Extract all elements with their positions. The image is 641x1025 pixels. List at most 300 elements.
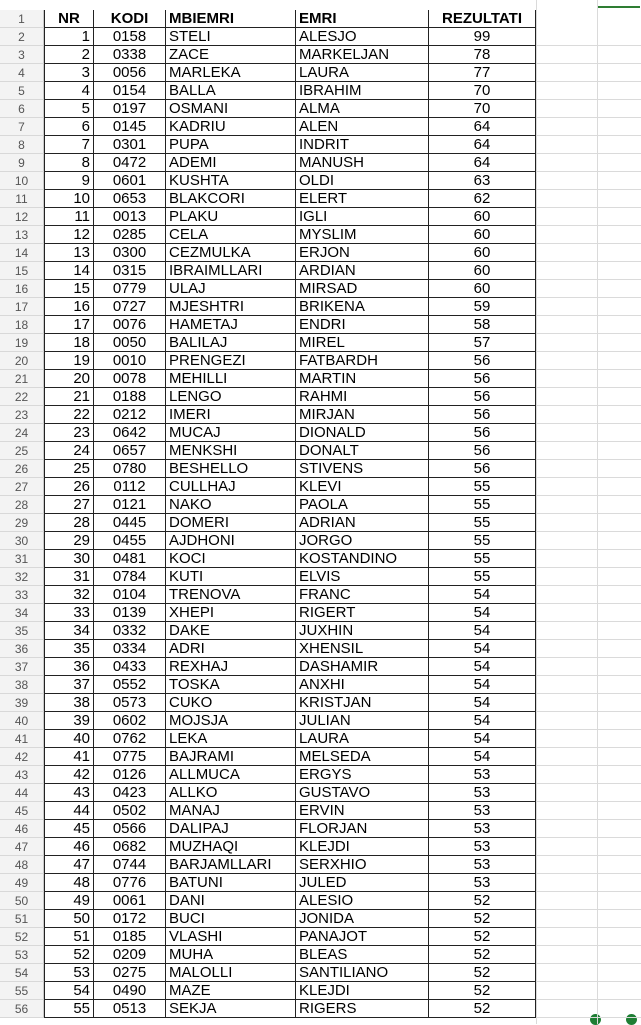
cell-emri[interactable]: INDRIT [296, 136, 429, 154]
row-header[interactable]: 37 [0, 658, 44, 676]
row-header[interactable]: 54 [0, 964, 44, 982]
cell-mbiemri[interactable]: MENKSHI [166, 442, 296, 460]
cell-nr[interactable]: 35 [44, 640, 94, 658]
cell-emri[interactable]: XHENSIL [296, 640, 429, 658]
cell-mbiemri[interactable]: ULAJ [166, 280, 296, 298]
cell-kodi[interactable]: 0784 [94, 568, 166, 586]
cell-emri[interactable]: GUSTAVO [296, 784, 429, 802]
cell-nr[interactable]: 20 [44, 370, 94, 388]
cell-emri[interactable]: ERJON [296, 244, 429, 262]
cell-rezultati[interactable]: 77 [429, 64, 536, 82]
row-header[interactable]: 18 [0, 316, 44, 334]
row-header[interactable]: 5 [0, 82, 44, 100]
cell-kodi[interactable]: 0502 [94, 802, 166, 820]
cell-emri[interactable]: KLEVI [296, 478, 429, 496]
cell-kodi[interactable]: 0682 [94, 838, 166, 856]
cell-mbiemri[interactable]: MJESHTRI [166, 298, 296, 316]
cell-rezultati[interactable]: 56 [429, 352, 536, 370]
cell-nr[interactable]: 13 [44, 244, 94, 262]
cell-kodi[interactable]: 0744 [94, 856, 166, 874]
cell-kodi[interactable]: 0126 [94, 766, 166, 784]
row-header[interactable]: 2 [0, 28, 44, 46]
cell-emri[interactable]: DASHAMIR [296, 658, 429, 676]
cell-emri[interactable]: MYSLIM [296, 226, 429, 244]
cell-kodi[interactable]: 0653 [94, 190, 166, 208]
cell-nr[interactable]: 4 [44, 82, 94, 100]
cell-kodi[interactable]: 0315 [94, 262, 166, 280]
cell-emri[interactable]: JULIAN [296, 712, 429, 730]
row-header[interactable]: 7 [0, 118, 44, 136]
row-header[interactable]: 50 [0, 892, 44, 910]
row-header[interactable]: 29 [0, 514, 44, 532]
row-header[interactable]: 21 [0, 370, 44, 388]
cell-rezultati[interactable]: 55 [429, 496, 536, 514]
cell-mbiemri[interactable]: TOSKA [166, 676, 296, 694]
row-header[interactable]: 55 [0, 982, 44, 1000]
cell-emri[interactable]: SANTILIANO [296, 964, 429, 982]
cell-mbiemri[interactable]: IBRAIMLLARI [166, 262, 296, 280]
cell-emri[interactable]: FATBARDH [296, 352, 429, 370]
cell-nr[interactable]: 44 [44, 802, 94, 820]
row-header[interactable]: 49 [0, 874, 44, 892]
cell-emri[interactable]: MANUSH [296, 154, 429, 172]
cell-emri[interactable]: MIREL [296, 334, 429, 352]
cell-rezultati[interactable]: 54 [429, 640, 536, 658]
cell-kodi[interactable]: 0121 [94, 496, 166, 514]
cell-nr[interactable]: 8 [44, 154, 94, 172]
cell-nr[interactable]: 51 [44, 928, 94, 946]
cell-rezultati[interactable]: 59 [429, 298, 536, 316]
row-header[interactable]: 9 [0, 154, 44, 172]
cell-mbiemri[interactable]: ZACE [166, 46, 296, 64]
cell-mbiemri[interactable]: CELA [166, 226, 296, 244]
cell-nr[interactable]: 10 [44, 190, 94, 208]
cell-mbiemri[interactable]: ALLKO [166, 784, 296, 802]
row-header[interactable]: 12 [0, 208, 44, 226]
cell-emri[interactable]: JUXHIN [296, 622, 429, 640]
cell-rezultati[interactable]: 58 [429, 316, 536, 334]
cell-rezultati[interactable]: 57 [429, 334, 536, 352]
cell-mbiemri[interactable]: KUTI [166, 568, 296, 586]
cell-rezultati[interactable]: 60 [429, 226, 536, 244]
cell-mbiemri[interactable]: PRENGEZI [166, 352, 296, 370]
cell-kodi[interactable]: 0285 [94, 226, 166, 244]
cell-nr[interactable]: 25 [44, 460, 94, 478]
cell-nr[interactable]: 48 [44, 874, 94, 892]
cell-nr[interactable]: 2 [44, 46, 94, 64]
cell-emri[interactable]: JONIDA [296, 910, 429, 928]
cell-emri[interactable]: ADRIAN [296, 514, 429, 532]
cell-emri[interactable]: SERXHIO [296, 856, 429, 874]
cell-rezultati[interactable]: 78 [429, 46, 536, 64]
header-rezultati[interactable]: REZULTATI [429, 10, 536, 28]
cell-nr[interactable]: 43 [44, 784, 94, 802]
cell-emri[interactable]: RIGERS [296, 1000, 429, 1018]
cell-nr[interactable]: 52 [44, 946, 94, 964]
cell-kodi[interactable]: 0139 [94, 604, 166, 622]
cell-nr[interactable]: 36 [44, 658, 94, 676]
cell-rezultati[interactable]: 52 [429, 964, 536, 982]
cell-nr[interactable]: 31 [44, 568, 94, 586]
cell-mbiemri[interactable]: BAJRAMI [166, 748, 296, 766]
cell-nr[interactable]: 16 [44, 298, 94, 316]
cell-emri[interactable]: JORGO [296, 532, 429, 550]
row-header[interactable]: 14 [0, 244, 44, 262]
cell-kodi[interactable]: 0445 [94, 514, 166, 532]
cell-nr[interactable]: 53 [44, 964, 94, 982]
cell-mbiemri[interactable]: LEKA [166, 730, 296, 748]
cell-nr[interactable]: 40 [44, 730, 94, 748]
cell-rezultati[interactable]: 54 [429, 748, 536, 766]
cell-nr[interactable]: 23 [44, 424, 94, 442]
cell-kodi[interactable]: 0185 [94, 928, 166, 946]
cell-rezultati[interactable]: 60 [429, 208, 536, 226]
cell-nr[interactable]: 39 [44, 712, 94, 730]
row-header[interactable]: 28 [0, 496, 44, 514]
cell-mbiemri[interactable]: CULLHAJ [166, 478, 296, 496]
row-header[interactable]: 3 [0, 46, 44, 64]
cell-emri[interactable]: DONALT [296, 442, 429, 460]
cell-rezultati[interactable]: 64 [429, 154, 536, 172]
cell-rezultati[interactable]: 54 [429, 676, 536, 694]
cell-rezultati[interactable]: 54 [429, 586, 536, 604]
cell-kodi[interactable]: 0775 [94, 748, 166, 766]
cell-rezultati[interactable]: 56 [429, 442, 536, 460]
cell-nr[interactable]: 9 [44, 172, 94, 190]
cell-nr[interactable]: 30 [44, 550, 94, 568]
cell-mbiemri[interactable]: HAMETAJ [166, 316, 296, 334]
cell-emri[interactable]: IGLI [296, 208, 429, 226]
row-header[interactable]: 52 [0, 928, 44, 946]
cell-mbiemri[interactable]: KUSHTA [166, 172, 296, 190]
row-header[interactable]: 22 [0, 388, 44, 406]
row-header[interactable]: 11 [0, 190, 44, 208]
cell-kodi[interactable]: 0727 [94, 298, 166, 316]
cell-rezultati[interactable]: 54 [429, 694, 536, 712]
row-header[interactable]: 10 [0, 172, 44, 190]
row-header[interactable]: 23 [0, 406, 44, 424]
selection-handle-right[interactable] [626, 1014, 637, 1025]
cell-mbiemri[interactable]: MUHA [166, 946, 296, 964]
cell-rezultati[interactable]: 55 [429, 514, 536, 532]
row-header[interactable]: 42 [0, 748, 44, 766]
cell-kodi[interactable]: 0209 [94, 946, 166, 964]
row-header[interactable]: 43 [0, 766, 44, 784]
row-header[interactable]: 34 [0, 604, 44, 622]
cell-kodi[interactable]: 0779 [94, 280, 166, 298]
cell-emri[interactable]: PAOLA [296, 496, 429, 514]
cell-rezultati[interactable]: 55 [429, 568, 536, 586]
cell-mbiemri[interactable]: NAKO [166, 496, 296, 514]
cell-nr[interactable]: 41 [44, 748, 94, 766]
row-header[interactable]: 36 [0, 640, 44, 658]
cell-nr[interactable]: 1 [44, 28, 94, 46]
cell-rezultati[interactable]: 52 [429, 946, 536, 964]
row-header[interactable]: 33 [0, 586, 44, 604]
cell-nr[interactable]: 32 [44, 586, 94, 604]
cell-rezultati[interactable]: 53 [429, 856, 536, 874]
cell-kodi[interactable]: 0112 [94, 478, 166, 496]
cell-mbiemri[interactable]: ADEMI [166, 154, 296, 172]
cell-emri[interactable]: JULED [296, 874, 429, 892]
cell-mbiemri[interactable]: PLAKU [166, 208, 296, 226]
cell-kodi[interactable]: 0762 [94, 730, 166, 748]
cell-mbiemri[interactable]: ADRI [166, 640, 296, 658]
cell-nr[interactable]: 21 [44, 388, 94, 406]
cell-emri[interactable]: MARKELJAN [296, 46, 429, 64]
cell-kodi[interactable]: 0780 [94, 460, 166, 478]
header-emri[interactable]: EMRI [296, 10, 429, 28]
cell-nr[interactable]: 5 [44, 100, 94, 118]
cell-kodi[interactable]: 0301 [94, 136, 166, 154]
cell-nr[interactable]: 42 [44, 766, 94, 784]
cell-kodi[interactable]: 0013 [94, 208, 166, 226]
cell-rezultati[interactable]: 56 [429, 460, 536, 478]
cell-nr[interactable]: 38 [44, 694, 94, 712]
cell-mbiemri[interactable]: BALILAJ [166, 334, 296, 352]
row-header[interactable]: 17 [0, 298, 44, 316]
cell-rezultati[interactable]: 56 [429, 388, 536, 406]
row-header[interactable]: 1 [0, 10, 44, 28]
cell-nr[interactable]: 47 [44, 856, 94, 874]
header-mbiemri[interactable]: MBIEMRI [166, 10, 296, 28]
row-header[interactable]: 40 [0, 712, 44, 730]
cell-kodi[interactable]: 0275 [94, 964, 166, 982]
cell-mbiemri[interactable]: MUCAJ [166, 424, 296, 442]
cell-rezultati[interactable]: 54 [429, 712, 536, 730]
cell-mbiemri[interactable]: LENGO [166, 388, 296, 406]
cell-emri[interactable]: ALMA [296, 100, 429, 118]
row-header[interactable]: 19 [0, 334, 44, 352]
cell-kodi[interactable]: 0423 [94, 784, 166, 802]
cell-rezultati[interactable]: 55 [429, 478, 536, 496]
cell-mbiemri[interactable]: MOJSJA [166, 712, 296, 730]
cell-emri[interactable]: STIVENS [296, 460, 429, 478]
row-header[interactable]: 32 [0, 568, 44, 586]
cell-emri[interactable]: FRANC [296, 586, 429, 604]
cell-rezultati[interactable]: 52 [429, 1000, 536, 1018]
cell-nr[interactable]: 22 [44, 406, 94, 424]
cell-rezultati[interactable]: 54 [429, 658, 536, 676]
cell-kodi[interactable]: 0601 [94, 172, 166, 190]
cell-nr[interactable]: 26 [44, 478, 94, 496]
cell-rezultati[interactable]: 70 [429, 82, 536, 100]
cell-emri[interactable]: MELSEDA [296, 748, 429, 766]
cell-rezultati[interactable]: 60 [429, 262, 536, 280]
row-header[interactable]: 16 [0, 280, 44, 298]
cell-kodi[interactable]: 0188 [94, 388, 166, 406]
cell-emri[interactable]: KOSTANDINO [296, 550, 429, 568]
cell-kodi[interactable]: 0078 [94, 370, 166, 388]
cell-rezultati[interactable]: 70 [429, 100, 536, 118]
cell-mbiemri[interactable]: CEZMULKA [166, 244, 296, 262]
cell-rezultati[interactable]: 52 [429, 892, 536, 910]
cell-emri[interactable]: BRIKENA [296, 298, 429, 316]
cell-rezultati[interactable]: 60 [429, 280, 536, 298]
cell-rezultati[interactable]: 53 [429, 802, 536, 820]
row-header[interactable]: 27 [0, 478, 44, 496]
row-header[interactable]: 47 [0, 838, 44, 856]
cell-nr[interactable]: 34 [44, 622, 94, 640]
cell-rezultati[interactable]: 53 [429, 874, 536, 892]
cell-rezultati[interactable]: 64 [429, 136, 536, 154]
cell-nr[interactable]: 29 [44, 532, 94, 550]
cell-emri[interactable]: ELERT [296, 190, 429, 208]
row-header[interactable]: 8 [0, 136, 44, 154]
cell-kodi[interactable]: 0145 [94, 118, 166, 136]
cell-nr[interactable]: 28 [44, 514, 94, 532]
cell-mbiemri[interactable]: VLASHI [166, 928, 296, 946]
cell-kodi[interactable]: 0573 [94, 694, 166, 712]
row-header[interactable]: 56 [0, 1000, 44, 1018]
cell-emri[interactable]: ALESIO [296, 892, 429, 910]
cell-mbiemri[interactable]: DOMERI [166, 514, 296, 532]
cell-nr[interactable]: 15 [44, 280, 94, 298]
cell-rezultati[interactable]: 54 [429, 604, 536, 622]
selection-handle-left[interactable] [590, 1014, 601, 1025]
cell-emri[interactable]: ANXHI [296, 676, 429, 694]
cell-nr[interactable]: 50 [44, 910, 94, 928]
row-header[interactable]: 53 [0, 946, 44, 964]
cell-emri[interactable]: ERGYS [296, 766, 429, 784]
cell-mbiemri[interactable]: OSMANI [166, 100, 296, 118]
cell-emri[interactable]: ENDRI [296, 316, 429, 334]
row-header[interactable]: 13 [0, 226, 44, 244]
cell-kodi[interactable]: 0050 [94, 334, 166, 352]
cell-mbiemri[interactable]: BESHELLO [166, 460, 296, 478]
cell-emri[interactable]: BLEAS [296, 946, 429, 964]
cell-rezultati[interactable]: 63 [429, 172, 536, 190]
cell-emri[interactable]: ERVIN [296, 802, 429, 820]
cell-kodi[interactable]: 0455 [94, 532, 166, 550]
row-header[interactable]: 44 [0, 784, 44, 802]
cell-kodi[interactable]: 0481 [94, 550, 166, 568]
cell-emri[interactable]: KRISTJAN [296, 694, 429, 712]
cell-emri[interactable]: RIGERT [296, 604, 429, 622]
header-kodi[interactable]: KODI [94, 10, 166, 28]
cell-emri[interactable]: MARTIN [296, 370, 429, 388]
row-header[interactable]: 45 [0, 802, 44, 820]
cell-mbiemri[interactable]: BLAKCORI [166, 190, 296, 208]
cell-emri[interactable]: OLDI [296, 172, 429, 190]
cell-nr[interactable]: 27 [44, 496, 94, 514]
cell-kodi[interactable]: 0490 [94, 982, 166, 1000]
cell-mbiemri[interactable]: CUKO [166, 694, 296, 712]
cell-nr[interactable]: 12 [44, 226, 94, 244]
cell-nr[interactable]: 17 [44, 316, 94, 334]
cell-mbiemri[interactable]: BATUNI [166, 874, 296, 892]
cell-rezultati[interactable]: 99 [429, 28, 536, 46]
cell-nr[interactable]: 11 [44, 208, 94, 226]
cell-mbiemri[interactable]: IMERI [166, 406, 296, 424]
cell-emri[interactable]: ALESJO [296, 28, 429, 46]
row-header[interactable]: 20 [0, 352, 44, 370]
cell-kodi[interactable]: 0433 [94, 658, 166, 676]
cell-emri[interactable]: ARDIAN [296, 262, 429, 280]
cell-emri[interactable]: ALEN [296, 118, 429, 136]
cell-kodi[interactable]: 0642 [94, 424, 166, 442]
cell-mbiemri[interactable]: STELI [166, 28, 296, 46]
cell-mbiemri[interactable]: DANI [166, 892, 296, 910]
cell-nr[interactable]: 49 [44, 892, 94, 910]
row-header[interactable]: 51 [0, 910, 44, 928]
cell-nr[interactable]: 6 [44, 118, 94, 136]
cell-emri[interactable]: KLEJDI [296, 838, 429, 856]
cell-rezultati[interactable]: 56 [429, 424, 536, 442]
cell-nr[interactable]: 55 [44, 1000, 94, 1018]
row-header[interactable]: 30 [0, 532, 44, 550]
cell-emri[interactable]: LAURA [296, 64, 429, 82]
row-header[interactable]: 48 [0, 856, 44, 874]
cell-nr[interactable]: 18 [44, 334, 94, 352]
cell-rezultati[interactable]: 52 [429, 928, 536, 946]
cell-mbiemri[interactable]: MALOLLI [166, 964, 296, 982]
cell-nr[interactable]: 54 [44, 982, 94, 1000]
cell-mbiemri[interactable]: BUCI [166, 910, 296, 928]
cell-rezultati[interactable]: 55 [429, 532, 536, 550]
cell-mbiemri[interactable]: TRENOVA [166, 586, 296, 604]
cell-emri[interactable]: DIONALD [296, 424, 429, 442]
row-header[interactable]: 41 [0, 730, 44, 748]
cell-rezultati[interactable]: 54 [429, 622, 536, 640]
cell-kodi[interactable]: 0657 [94, 442, 166, 460]
cell-emri[interactable]: MIRJAN [296, 406, 429, 424]
cell-emri[interactable]: ELVIS [296, 568, 429, 586]
cell-kodi[interactable]: 0076 [94, 316, 166, 334]
cell-mbiemri[interactable]: MAZE [166, 982, 296, 1000]
cell-mbiemri[interactable]: DALIPAJ [166, 820, 296, 838]
row-header[interactable]: 25 [0, 442, 44, 460]
cell-emri[interactable]: KLEJDI [296, 982, 429, 1000]
row-header[interactable]: 38 [0, 676, 44, 694]
cell-kodi[interactable]: 0566 [94, 820, 166, 838]
cell-mbiemri[interactable]: BARJAMLLARI [166, 856, 296, 874]
cell-nr[interactable]: 33 [44, 604, 94, 622]
cell-nr[interactable]: 45 [44, 820, 94, 838]
cell-nr[interactable]: 24 [44, 442, 94, 460]
row-header[interactable]: 4 [0, 64, 44, 82]
cell-kodi[interactable]: 0010 [94, 352, 166, 370]
cell-rezultati[interactable]: 62 [429, 190, 536, 208]
cell-rezultati[interactable]: 64 [429, 118, 536, 136]
cell-nr[interactable]: 7 [44, 136, 94, 154]
cell-kodi[interactable]: 0158 [94, 28, 166, 46]
cell-kodi[interactable]: 0172 [94, 910, 166, 928]
cell-rezultati[interactable]: 53 [429, 784, 536, 802]
row-header[interactable]: 31 [0, 550, 44, 568]
cell-kodi[interactable]: 0104 [94, 586, 166, 604]
row-header[interactable]: 26 [0, 460, 44, 478]
cell-nr[interactable]: 14 [44, 262, 94, 280]
cell-emri[interactable]: FLORJAN [296, 820, 429, 838]
cell-mbiemri[interactable]: REXHAJ [166, 658, 296, 676]
cell-mbiemri[interactable]: DAKE [166, 622, 296, 640]
cell-nr[interactable]: 3 [44, 64, 94, 82]
cell-mbiemri[interactable]: BALLA [166, 82, 296, 100]
cell-nr[interactable]: 46 [44, 838, 94, 856]
cell-mbiemri[interactable]: MUZHAQI [166, 838, 296, 856]
cell-nr[interactable]: 37 [44, 676, 94, 694]
cell-kodi[interactable]: 0776 [94, 874, 166, 892]
cell-mbiemri[interactable]: XHEPI [166, 604, 296, 622]
cell-emri[interactable]: LAURA [296, 730, 429, 748]
cell-kodi[interactable]: 0472 [94, 154, 166, 172]
cell-mbiemri[interactable]: MEHILLI [166, 370, 296, 388]
cell-kodi[interactable]: 0197 [94, 100, 166, 118]
cell-mbiemri[interactable]: SEKJA [166, 1000, 296, 1018]
cell-mbiemri[interactable]: MANAJ [166, 802, 296, 820]
cell-kodi[interactable]: 0513 [94, 1000, 166, 1018]
